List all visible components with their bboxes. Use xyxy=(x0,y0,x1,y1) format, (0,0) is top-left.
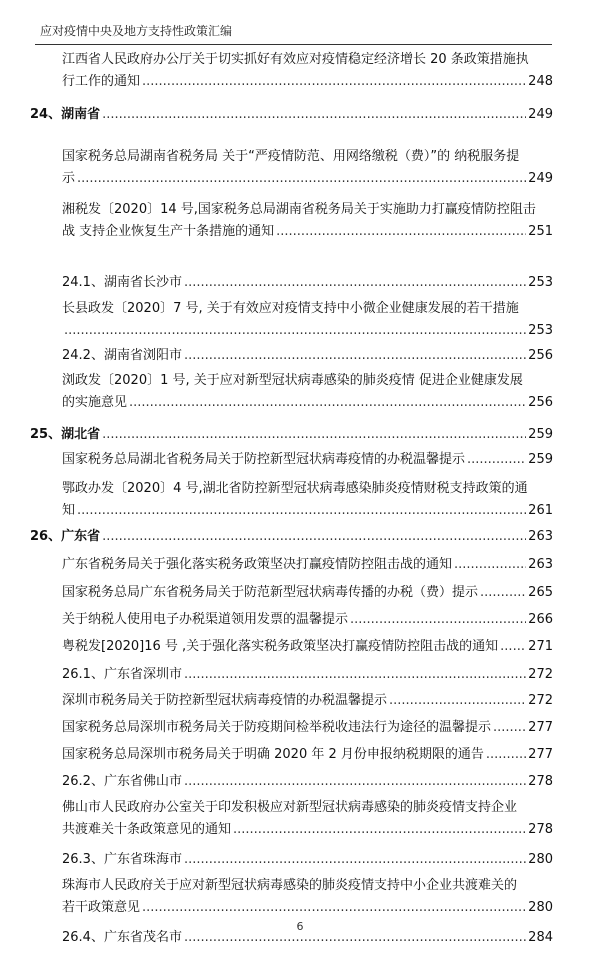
toc-entry-text: 战 支持企业恢复生产十条措施的通知 xyxy=(62,224,275,239)
toc-page-number: 265 xyxy=(528,585,553,600)
toc-page-number: 261 xyxy=(528,503,553,518)
toc-entry-text: 26.3、广东省珠海市 xyxy=(62,852,182,867)
dot-leader xyxy=(389,690,526,712)
toc-page-number: 272 xyxy=(528,693,553,708)
toc-entry-text: 粤税发[2020]16 号 ,关于强化落实税务政策坚决打赢疫情防控阻击战的通知 xyxy=(62,639,499,654)
toc-section-heading[interactable] xyxy=(30,526,553,548)
toc-page-number: 259 xyxy=(528,427,553,442)
toc-entry[interactable] xyxy=(30,298,553,342)
dot-leader xyxy=(77,500,526,522)
toc-entry-text: 国家税务总局湖北省税务局关于防控新型冠状病毒疫情的办税温馨提示 xyxy=(62,452,466,467)
dot-leader xyxy=(233,819,526,841)
toc-entry-text: 行工作的通知 xyxy=(62,74,141,89)
dot-leader xyxy=(142,897,526,919)
toc-entry[interactable] xyxy=(30,849,553,871)
toc-page-number: 266 xyxy=(528,612,553,627)
toc-entry[interactable] xyxy=(30,582,553,604)
dot-leader xyxy=(142,71,526,93)
toc-entry[interactable] xyxy=(30,49,553,93)
toc-page-number: 280 xyxy=(528,900,553,915)
toc-entry[interactable] xyxy=(30,690,553,712)
toc-page-number: 251 xyxy=(528,224,553,239)
toc-entry[interactable] xyxy=(30,478,553,522)
toc-entry[interactable] xyxy=(30,664,553,686)
toc-page-number: 277 xyxy=(528,747,553,762)
toc-page-number: 263 xyxy=(528,557,553,572)
toc-entry[interactable] xyxy=(30,199,553,243)
toc-entry[interactable] xyxy=(30,717,553,739)
toc-entry[interactable] xyxy=(30,797,553,841)
dot-leader xyxy=(77,168,526,190)
toc-entry[interactable] xyxy=(30,636,553,658)
toc-page-number: 256 xyxy=(528,348,553,363)
dot-leader xyxy=(184,771,526,793)
dot-leader xyxy=(129,392,526,414)
section-title: 26、广东省 xyxy=(30,529,101,544)
dot-leader xyxy=(493,717,526,739)
toc-entry-text: 知 xyxy=(62,503,76,518)
toc-entry[interactable] xyxy=(30,146,553,190)
toc-page-number: 259 xyxy=(528,452,553,467)
toc-entry[interactable] xyxy=(30,272,553,294)
toc-page-number: 253 xyxy=(528,275,553,290)
toc-entry[interactable] xyxy=(30,345,553,367)
dot-leader xyxy=(276,221,526,243)
toc-entry-text: 示 xyxy=(62,171,76,186)
toc-entry-text: 共渡难关十条政策意见的通知 xyxy=(62,822,232,837)
dot-leader xyxy=(184,345,526,367)
toc-entry-text: 国家税务总局深圳市税务局关于防疫期间检举税收违法行为途径的温馨提示 xyxy=(62,720,492,735)
dot-leader xyxy=(500,636,526,658)
toc-page-number: 249 xyxy=(528,171,553,186)
toc-entry-text: 湘税发〔2020〕14 号,国家税务总局湖南省税务局关于实施助力打赢疫情防控阻击 xyxy=(62,202,536,217)
toc-section-heading[interactable] xyxy=(30,424,553,446)
toc-page-number: 284 xyxy=(528,930,553,945)
toc-entry-text: 鄂政办发〔2020〕4 号,湖北省防控新型冠状病毒感染肺炎疫情财税支持政策的通 xyxy=(62,481,528,496)
toc-entry-text: 珠海市人民政府关于应对新型冠状病毒感染的肺炎疫情支持中小企业共渡难关的 xyxy=(62,878,518,893)
toc-section-heading[interactable] xyxy=(30,104,553,126)
toc-page-number: 277 xyxy=(528,720,553,735)
section-title: 24、湖南省 xyxy=(30,107,101,122)
running-header: 应对疫情中央及地方支持性政策汇编 xyxy=(40,24,233,38)
dot-leader xyxy=(64,320,526,342)
toc-page-number: 253 xyxy=(528,323,553,338)
toc-page-number: 278 xyxy=(528,822,553,837)
toc-entry-text: 若干政策意见 xyxy=(62,900,141,915)
toc-entry-text: 26.2、广东省佛山市 xyxy=(62,774,182,789)
toc-page-number: 248 xyxy=(528,74,553,89)
toc-entry-text: 国家税务总局湖南省税务局 关于“严疫情防范、用网络缴税（费）”的 纳税服务提 xyxy=(62,149,520,164)
section-title: 25、湖北省 xyxy=(30,427,101,442)
toc-entry-text: 国家税务总局广东省税务局关于防范新型冠状病毒传播的办税（费）提示 xyxy=(62,585,479,600)
toc-page-number: 263 xyxy=(528,529,553,544)
dot-leader xyxy=(102,424,526,446)
toc-entry-text: 佛山市人民政府办公室关于印发积极应对新型冠状病毒感染的肺炎疫情支持企业 xyxy=(62,800,518,815)
dot-leader xyxy=(184,664,526,686)
dot-leader xyxy=(102,526,526,548)
toc-entry-text: 广东省税务局关于强化落实税务政策坚决打赢疫情防控阻击战的通知 xyxy=(62,557,453,572)
header-divider xyxy=(35,44,552,45)
dot-leader xyxy=(350,609,526,631)
toc-entry-text: 关于纳税人使用电子办税渠道领用发票的温馨提示 xyxy=(62,612,349,627)
toc-page-number: 271 xyxy=(528,639,553,654)
toc-entry-text: 国家税务总局深圳市税务局关于明确 2020 年 2 月份申报纳税期限的通告 xyxy=(62,747,484,762)
toc-entry-text: 26.1、广东省深圳市 xyxy=(62,667,182,682)
toc-entry-text: 24.1、湖南省长沙市 xyxy=(62,275,182,290)
dot-leader xyxy=(184,849,526,871)
toc-page-number: 278 xyxy=(528,774,553,789)
toc-entry[interactable] xyxy=(30,609,553,631)
toc-entry-text: 深圳市税务局关于防控新型冠状病毒疫情的办税温馨提示 xyxy=(62,693,388,708)
toc-entry[interactable] xyxy=(30,771,553,793)
toc-page-number: 272 xyxy=(528,667,553,682)
toc-entry-text: 长县政发〔2020〕7 号, 关于有效应对疫情支持中小微企业健康发展的若干措施 xyxy=(62,301,519,316)
toc-entry-text: 24.2、湖南省浏阳市 xyxy=(62,348,182,363)
toc-entry-text: 江西省人民政府办公厅关于切实抓好有效应对疫情稳定经济增长 20 条政策措施执 xyxy=(62,52,529,67)
toc-entry-text: 26.4、广东省茂名市 xyxy=(62,930,182,945)
dot-leader xyxy=(480,582,526,604)
toc-entry[interactable] xyxy=(30,875,553,919)
toc-page-number: 280 xyxy=(528,852,553,867)
dot-leader xyxy=(184,272,526,294)
dot-leader xyxy=(102,104,526,126)
toc-entry[interactable] xyxy=(30,554,553,576)
toc-entry[interactable] xyxy=(30,370,553,414)
toc-page-number: 256 xyxy=(528,395,553,410)
dot-leader xyxy=(454,554,526,576)
dot-leader xyxy=(467,449,526,471)
page-number: 6 xyxy=(296,920,304,933)
toc-entry-text: 浏政发〔2020〕1 号, 关于应对新型冠状病毒感染的肺炎疫情 促进企业健康发展 xyxy=(62,373,523,388)
toc-entry-text: 的实施意见 xyxy=(62,395,128,410)
toc-page-number: 249 xyxy=(528,107,553,122)
toc-entry[interactable] xyxy=(30,744,553,766)
dot-leader xyxy=(486,744,526,766)
toc-entry[interactable] xyxy=(30,449,553,471)
